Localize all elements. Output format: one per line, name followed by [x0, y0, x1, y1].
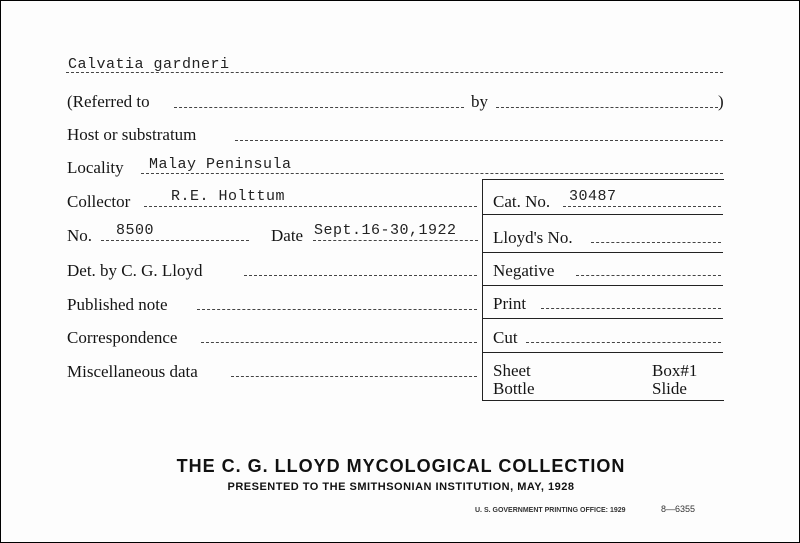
sheet-label: Sheet: [493, 361, 531, 380]
referred-to-line: [174, 107, 464, 108]
host-label: Host or substratum: [67, 125, 197, 144]
number-value: 8500: [116, 222, 155, 239]
locality-value: Malay Peninsula: [149, 156, 292, 173]
bottle-label: Bottle: [493, 379, 535, 398]
collector-value: R.E. Holttum: [171, 188, 286, 205]
cat-no-line: [563, 206, 721, 207]
lloyds-no-line: [591, 242, 721, 243]
by-line: [496, 107, 718, 108]
published-line: [197, 309, 477, 310]
cut-line: [526, 342, 721, 343]
number-label: No.: [67, 226, 93, 245]
cut-label: Cut: [493, 328, 518, 347]
correspondence-label: Correspondence: [67, 328, 178, 347]
species-line: [66, 72, 723, 73]
det-label: Det. by C. G. Lloyd: [67, 261, 203, 280]
collector-line: [144, 206, 477, 207]
cat-no-value: 30487: [569, 188, 617, 205]
slide-label: Slide: [652, 379, 687, 398]
date-label: Date: [271, 226, 304, 245]
cat-no-label: Cat. No.: [493, 192, 551, 211]
misc-line: [231, 376, 477, 377]
collection-subtitle: PRESENTED TO THE SMITHSONIAN INSTITUTION, MAY, 1928: [227, 481, 575, 493]
lloyds-no-label: Lloyd's No.: [493, 228, 573, 247]
misc-label: Miscellaneous data: [67, 362, 198, 381]
catalog-divider: [482, 318, 723, 319]
box-label: Box#1: [652, 361, 698, 380]
print-line: [541, 308, 721, 309]
collection-title: THE C. G. LLOYD MYCOLOGICAL COLLECTION: [176, 456, 626, 476]
print-label: Print: [493, 294, 527, 313]
printer-imprint: U. S. GOVERNMENT PRINTING OFFICE: 1929: [475, 507, 626, 514]
locality-label: Locality: [67, 158, 124, 177]
locality-line: [141, 173, 723, 174]
catalog-divider: [482, 285, 723, 286]
close-paren: ): [718, 92, 724, 111]
published-label: Published note: [67, 295, 168, 314]
catalog-divider: [482, 252, 723, 253]
species-name: Calvatia gardneri: [68, 56, 230, 73]
by-label: by: [471, 92, 488, 111]
det-line: [244, 275, 477, 276]
referred-to-label: (Referred to: [67, 92, 150, 111]
negative-label: Negative: [493, 261, 555, 280]
negative-line: [576, 275, 721, 276]
date-line: [313, 240, 478, 241]
catalog-divider: [482, 214, 723, 215]
catalog-divider: [482, 352, 723, 353]
host-line: [235, 140, 723, 141]
collector-label: Collector: [67, 192, 131, 211]
number-line: [101, 240, 249, 241]
form-number: 8—6355: [661, 504, 696, 514]
date-value: Sept.16-30,1922: [314, 222, 457, 239]
correspondence-line: [201, 342, 477, 343]
